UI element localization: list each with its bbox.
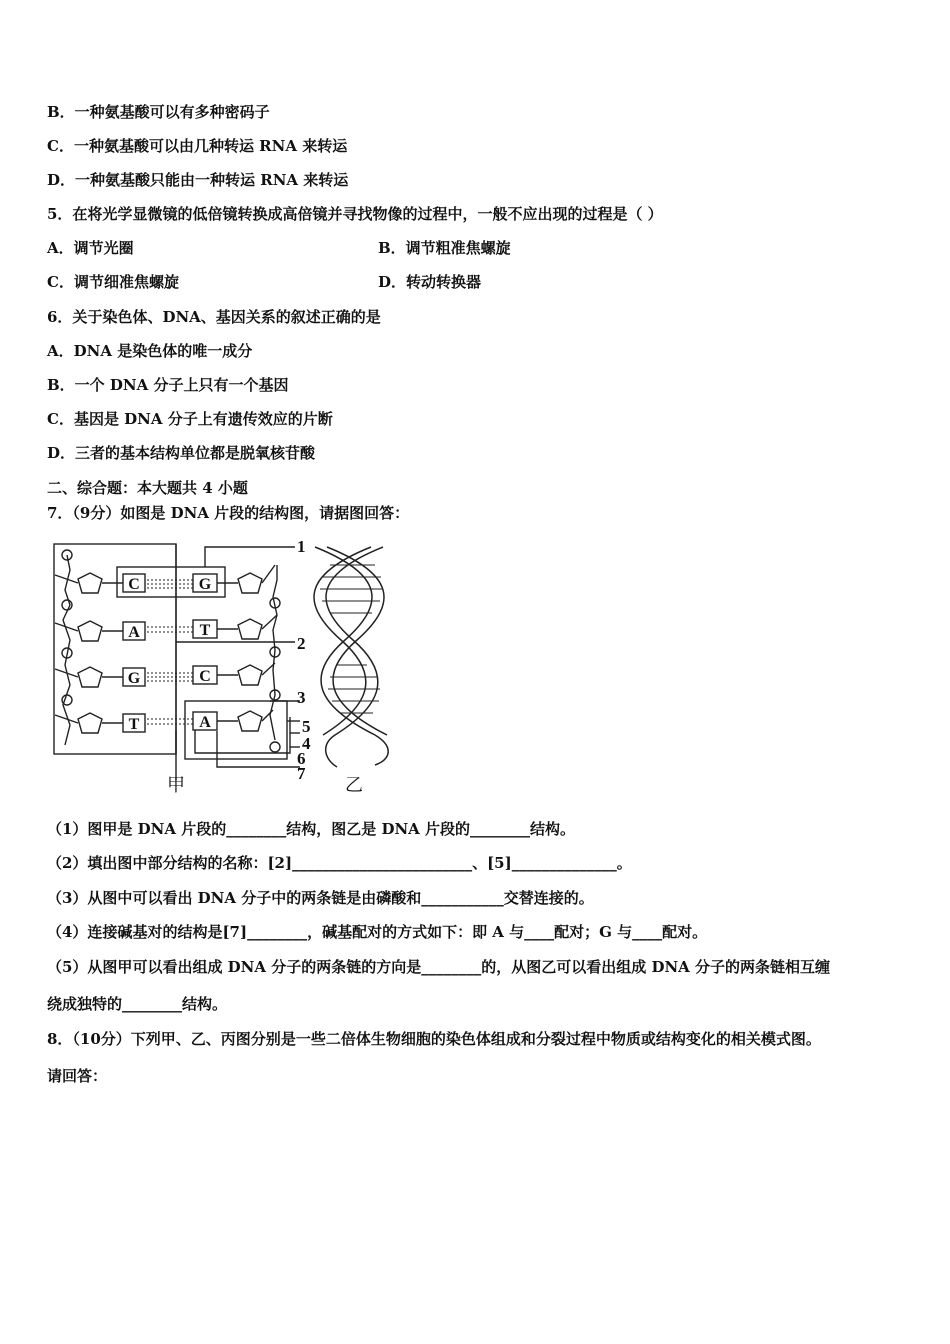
base-right-2: T bbox=[199, 622, 211, 639]
base-right-3: C bbox=[199, 668, 211, 685]
caption-left: 甲 bbox=[167, 775, 185, 795]
label-6: 6 bbox=[297, 749, 306, 768]
deoxyribose-icon bbox=[238, 573, 262, 593]
q6-option-d: D．三者的基本结构单位都是脱氧核苷酸 bbox=[47, 444, 316, 462]
section-heading: 二、综合题：本大题共 4 小题 bbox=[47, 479, 248, 497]
q6-option-c: C．基因是 DNA 分子上有遗传效应的片断 bbox=[47, 410, 333, 428]
q5-stem: 5．在将光学显微镜的低倍镜转换成高倍镜并寻找物像的过程中，一般不应出现的过程是（ ） bbox=[47, 205, 663, 223]
q5-option-c: C．调节细准焦螺旋 bbox=[47, 273, 179, 291]
q6-option-b: B．一个 DNA 分子上只有一个基因 bbox=[47, 376, 289, 394]
label-2: 2 bbox=[297, 634, 306, 653]
phosphate-icon bbox=[270, 742, 280, 752]
deoxyribose-icon bbox=[78, 713, 102, 733]
base-right-1: G bbox=[198, 576, 212, 593]
q8-stem: 8．（10分）下列甲、乙、丙图分别是一些二倍体生物细胞的染色体组成和分裂过程中物质或结构变化的相关模式图。 bbox=[47, 1030, 821, 1048]
q6-stem: 6．关于染色体、DNA、基因关系的叙述正确的是 bbox=[47, 308, 381, 326]
label-4: 4 bbox=[302, 734, 311, 753]
double-helix-icon bbox=[314, 547, 388, 767]
label-7: 7 bbox=[297, 764, 306, 783]
base-left-4: T bbox=[128, 716, 140, 733]
q5-option-d: D．转动转换器 bbox=[378, 273, 482, 291]
q7-part-1: （1）图甲是 DNA 片段的________结构，图乙是 DNA 片段的________结构。 bbox=[47, 820, 576, 838]
q5-option-b: B．调节粗准焦螺旋 bbox=[378, 239, 511, 257]
label-1: 1 bbox=[297, 537, 306, 556]
base-right-4: A bbox=[199, 714, 211, 731]
deoxyribose-icon bbox=[78, 573, 102, 593]
q7-part-4: （4）连接碱基对的结构是[7]________，碱基配对的方式如下：即 A 与____配对；G 与____配对。 bbox=[47, 923, 708, 941]
q8-continue: 请回答： bbox=[47, 1067, 108, 1085]
q7-stem: 7．（9分）如图是 DNA 片段的结构图，请据图回答： bbox=[47, 504, 410, 522]
base-left-1: C bbox=[128, 576, 140, 593]
q4-option-c: C．一种氨基酸可以由几种转运 RNA 来转运 bbox=[47, 137, 348, 155]
q5-option-a: A．调节光圈 bbox=[47, 239, 134, 257]
q4-option-d: D．一种氨基酸只能由一种转运 RNA 来转运 bbox=[47, 171, 349, 189]
q7-part-2: （2）填出图中部分结构的名称：[2]________________________、[5]______________。 bbox=[47, 854, 632, 872]
q7-part-3: （3）从图中可以看出 DNA 分子中的两条链是由磷酸和___________交替连接的。 bbox=[47, 889, 594, 907]
deoxyribose-icon bbox=[238, 665, 262, 685]
deoxyribose-icon bbox=[238, 711, 262, 731]
base-left-3: G bbox=[127, 670, 141, 687]
deoxyribose-icon bbox=[78, 667, 102, 687]
dna-structure-figure bbox=[45, 535, 425, 797]
deoxyribose-icon bbox=[78, 621, 102, 641]
q7-part-5a: （5）从图甲可以看出组成 DNA 分子的两条链的方向是________的，从图乙可以看出组成 DNA 分子的两条链相互缠 bbox=[47, 958, 831, 976]
label-5: 5 bbox=[302, 717, 311, 736]
label-3: 3 bbox=[297, 688, 306, 707]
base-left-2: A bbox=[128, 624, 140, 641]
q6-option-a: A．DNA 是染色体的唯一成分 bbox=[47, 342, 253, 360]
q7-part-5b: 绕成独特的________结构。 bbox=[47, 995, 228, 1013]
q4-option-b: B．一种氨基酸可以有多种密码子 bbox=[47, 103, 270, 121]
phosphate-icon bbox=[62, 695, 72, 705]
caption-right: 乙 bbox=[345, 775, 363, 795]
deoxyribose-icon bbox=[238, 619, 262, 639]
